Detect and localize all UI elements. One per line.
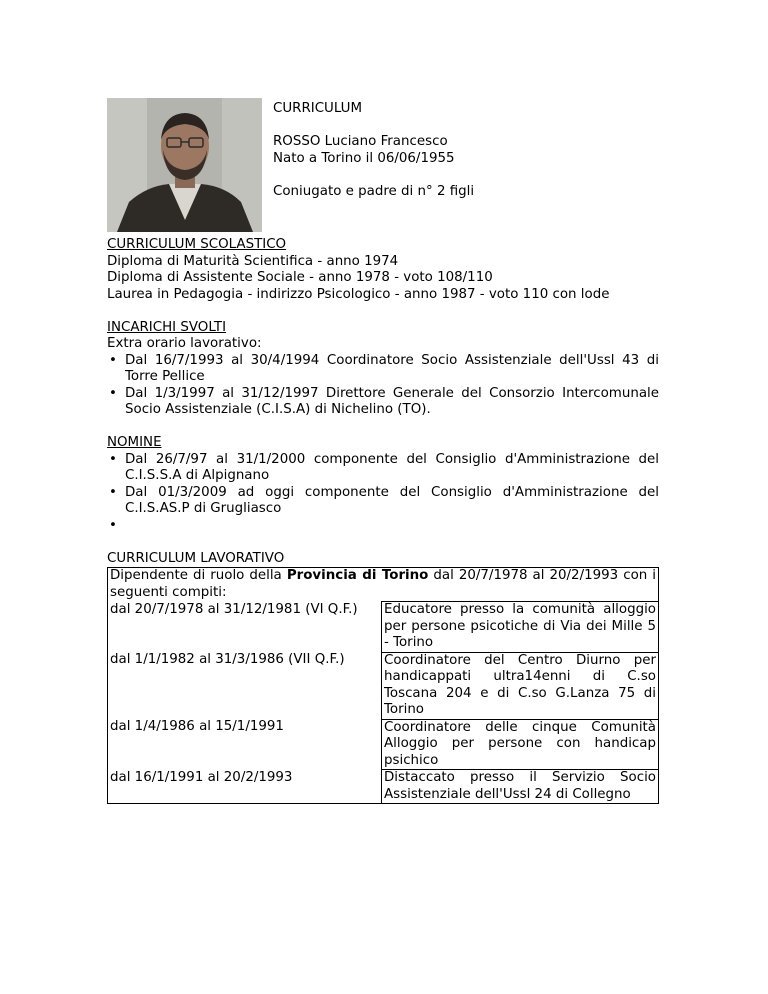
list-item: • Dal 1/3/1997 al 31/12/1997 Direttore Generale del Consorzio Intercomunale Socio Assistenziale (C.I.S.A) di Nichelino (TO). <box>107 386 659 419</box>
work-period: dal 1/1/1982 al 31/3/1986 (VII Q.F.) <box>108 652 382 719</box>
work-task: Educatore presso la comunità alloggio per persone psicotiche di Via dei Mille 5 - Torino <box>382 602 659 653</box>
work-period: dal 20/7/1978 al 31/12/1981 (VI Q.F.) <box>108 602 382 653</box>
work-period: dal 16/1/1991 al 20/2/1993 <box>108 770 382 804</box>
work-task: Coordinatore delle cinque Comunità Alloggio per persone con handicap psichico <box>382 719 659 770</box>
cv-body <box>107 237 659 804</box>
list-item: • Dal 26/7/97 al 31/1/2000 componente del Consiglio d'Amministrazione del C.I.S.S.A di Alpignano <box>107 452 659 485</box>
portrait-photo <box>107 98 262 232</box>
employer-name: Provincia di Torino <box>286 568 429 583</box>
appointments-list <box>107 452 659 535</box>
education-item: Diploma di Assistente Sociale - anno 1978 - voto 108/110 <box>107 270 493 285</box>
person-name: ROSSO Luciano Francesco <box>273 134 448 149</box>
work-heading: CURRICULUM LAVORATIVO <box>107 550 285 566</box>
document-title: CURRICULUM <box>273 101 363 116</box>
education-item: Diploma di Maturità Scientifica - anno 1974 <box>107 253 399 269</box>
work-intro-prefix: Dipendente di ruolo della <box>110 568 287 583</box>
work-intro-suffix: dal 20/7/1978 al 20/2/1993 con i seguenti compiti: <box>110 568 656 600</box>
education-heading: CURRICULUM SCOLASTICO <box>107 237 287 252</box>
list-item: • Dal 16/7/1993 al 30/4/1994 Coordinatore Socio Assistenziale dell'Ussl 43 di Torre Pellice <box>107 353 659 386</box>
list-item: • Dal 01/3/2009 ad oggi componente del Consiglio d'Amministrazione del C.I.S.AS.P di Grugliasco <box>107 485 659 518</box>
roles-heading: INCARICHI SVOLTI <box>107 319 227 335</box>
roles-intro: Extra orario lavorativo: <box>107 336 262 351</box>
header-block <box>273 101 474 200</box>
work-period: dal 1/4/1986 al 15/1/1991 <box>108 719 382 770</box>
family-info: Coniugato e padre di n° 2 figli <box>273 183 475 199</box>
portrait-illustration <box>107 98 262 232</box>
work-table <box>107 567 659 804</box>
roles-list <box>107 353 659 419</box>
list-item <box>107 518 659 535</box>
appointments-heading: NOMINE <box>107 435 162 450</box>
work-intro <box>108 568 659 602</box>
birth-info: Nato a Torino il 06/06/1955 <box>273 150 455 166</box>
education-item: Laurea in Pedagogia - indirizzo Psicologico - anno 1987 - voto 110 con lode <box>107 286 610 302</box>
work-task: Coordinatore del Centro Diurno per handicappati ultra14enni di C.so Toscana 204 e di C.so G.Lanza 75 di Torino <box>382 652 659 719</box>
work-task: Distaccato presso il Servizio Socio Assistenziale dell'Ussl 24 di Collegno <box>382 770 659 804</box>
